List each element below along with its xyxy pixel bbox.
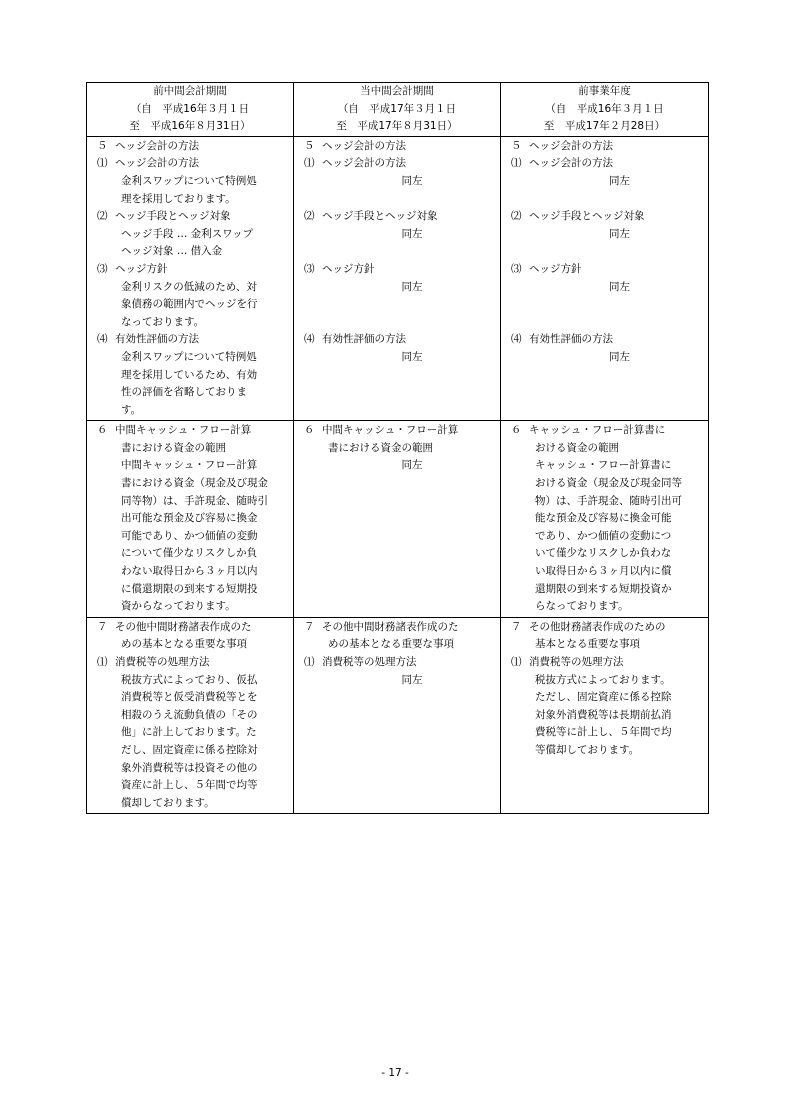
body-text: 税抜方式によっており、仮払 bbox=[121, 673, 258, 686]
item-heading bbox=[298, 155, 496, 173]
body-text: であり、かつ価値の変動につ bbox=[535, 529, 672, 542]
body-text: 税抜方式によっております。 bbox=[535, 673, 671, 686]
item-heading bbox=[91, 261, 289, 279]
body-text: おける資金（現金及び現金同等 bbox=[535, 477, 682, 490]
section-heading bbox=[505, 422, 704, 440]
section-6-row bbox=[87, 421, 709, 618]
item-title: ヘッジ方針 bbox=[115, 262, 168, 275]
section-title: その他財務諸表作成のための bbox=[529, 620, 666, 633]
item-heading bbox=[505, 208, 704, 226]
section-heading bbox=[91, 619, 289, 637]
item-number: ⑷ bbox=[97, 333, 108, 346]
item-heading bbox=[91, 208, 289, 226]
same-as-left: 同左 bbox=[401, 673, 423, 686]
item-number: ⑶ bbox=[304, 262, 315, 275]
header-current-interim bbox=[294, 83, 501, 137]
section-6-col-3 bbox=[501, 421, 709, 618]
section-heading bbox=[505, 138, 704, 156]
item-number: ⑴ bbox=[304, 157, 315, 170]
section-title: その他中間財務諸表作成のた bbox=[322, 620, 459, 633]
body-text: す。 bbox=[121, 403, 142, 416]
header-from: （自 平成16年３月１日 bbox=[545, 102, 664, 115]
header-to: 至 平成17年８月31日） bbox=[336, 120, 458, 133]
section-number: ６ bbox=[97, 424, 108, 437]
section-number: ７ bbox=[304, 620, 315, 633]
section-number: ６ bbox=[304, 424, 315, 437]
body-text: ヘッジ対象 … 借入金 bbox=[121, 245, 223, 258]
item-number: ⑵ bbox=[97, 210, 108, 223]
item-heading bbox=[505, 155, 704, 173]
body-text: 相殺のうえ流動負債の「その bbox=[121, 708, 258, 721]
header-to: 至 平成17年２月28日） bbox=[543, 120, 666, 133]
item-heading bbox=[91, 331, 289, 349]
body-text: 対象外消費税等は長期前払消 bbox=[535, 708, 672, 721]
item-number: ⑷ bbox=[511, 333, 522, 346]
item-number: ⑴ bbox=[511, 656, 522, 668]
item-number: ⑵ bbox=[304, 210, 315, 223]
same-as-left: 同左 bbox=[609, 227, 630, 240]
item-title: ヘッジ手段とヘッジ対象 bbox=[115, 210, 231, 223]
header-previous-interim bbox=[87, 83, 294, 137]
item-heading bbox=[91, 654, 289, 672]
section-7-col-2 bbox=[294, 617, 501, 814]
item-number: ⑶ bbox=[511, 262, 522, 275]
section-heading bbox=[298, 422, 496, 440]
body-text: 資からなっております。 bbox=[121, 600, 236, 613]
header-title: 前中間会計期間 bbox=[153, 85, 227, 97]
same-as-left: 同左 bbox=[401, 227, 423, 240]
header-to: 至 平成16年８月31日） bbox=[129, 120, 251, 133]
body-text: 金利スワップについて特例処 bbox=[121, 174, 257, 187]
section-number: ６ bbox=[511, 424, 522, 437]
same-as-left: 同左 bbox=[401, 459, 423, 472]
accounting-policy-table bbox=[86, 82, 709, 814]
body-text: 費税等に計上し、５年間で均 bbox=[535, 726, 672, 739]
section-title: ヘッジ会計の方法 bbox=[322, 139, 406, 152]
body-text: いて僅少なリスクしか負わな bbox=[535, 547, 672, 560]
body-text: ただし、固定資産に係る控除 bbox=[535, 691, 672, 704]
item-title: 有効性評価の方法 bbox=[322, 333, 406, 346]
body-text: 象外消費税等は投資その他の bbox=[121, 761, 258, 774]
section-title-continued: おける資金の範囲 bbox=[535, 441, 619, 454]
item-number: ⑵ bbox=[511, 210, 522, 223]
section-number: ７ bbox=[97, 620, 108, 633]
item-number: ⑶ bbox=[97, 262, 108, 275]
body-text: 還期限の到来する短期投資か bbox=[535, 582, 672, 595]
section-title: ヘッジ会計の方法 bbox=[529, 139, 613, 152]
item-number: ⑴ bbox=[304, 656, 315, 668]
section-5-col-1 bbox=[87, 136, 294, 421]
body-text: 償却しております。 bbox=[121, 796, 215, 809]
item-title: 有効性評価の方法 bbox=[115, 333, 199, 346]
section-6-col-1 bbox=[87, 421, 294, 618]
item-heading bbox=[298, 654, 496, 672]
item-title: ヘッジ会計の方法 bbox=[115, 157, 199, 170]
body-text: 金利リスクの低減のため、対 bbox=[121, 280, 257, 293]
item-title: ヘッジ方針 bbox=[529, 262, 582, 275]
section-number: ５ bbox=[511, 139, 522, 152]
body-text: キャッシュ・フロー計算書に bbox=[535, 459, 672, 472]
item-heading bbox=[505, 261, 704, 279]
item-number: ⑴ bbox=[97, 656, 108, 668]
body-text: 物）は、手許現金、随時引出可 bbox=[535, 494, 682, 507]
section-5-col-2 bbox=[294, 136, 501, 421]
same-as-left: 同左 bbox=[609, 280, 630, 293]
section-title: その他中間財務諸表作成のた bbox=[115, 620, 252, 633]
section-number: ５ bbox=[97, 139, 108, 152]
body-text: 等償却しております。 bbox=[535, 743, 640, 756]
item-heading bbox=[298, 208, 496, 226]
body-text: について僅少なリスクしか負 bbox=[121, 547, 258, 560]
item-heading bbox=[298, 331, 496, 349]
body-text: 能な預金及び容易に換金可能 bbox=[535, 512, 672, 525]
same-as-left: 同左 bbox=[609, 174, 630, 187]
section-5-col-3 bbox=[501, 136, 709, 421]
header-from: （自 平成17年３月１日 bbox=[337, 102, 457, 115]
header-row bbox=[87, 83, 709, 137]
body-text: 同等物）は、手許現金、随時引 bbox=[121, 494, 268, 507]
section-heading bbox=[298, 138, 496, 156]
section-number: ５ bbox=[304, 139, 315, 152]
body-text: 理を採用しております。 bbox=[121, 192, 236, 205]
item-title: ヘッジ手段とヘッジ対象 bbox=[529, 210, 645, 223]
section-6-col-2 bbox=[294, 421, 501, 618]
body-text: らなっております。 bbox=[535, 600, 629, 613]
body-text: 理を採用しているため、有効 bbox=[121, 368, 258, 381]
section-5-row bbox=[87, 136, 709, 421]
body-text: 金利スワップについて特例処 bbox=[121, 350, 257, 363]
item-title: ヘッジ会計の方法 bbox=[322, 157, 406, 170]
section-title-continued: めの基本となる重要な事項 bbox=[328, 638, 454, 651]
body-text: 他」に計上しております。た bbox=[121, 726, 257, 739]
item-heading bbox=[298, 261, 496, 279]
section-title: ヘッジ会計の方法 bbox=[115, 139, 199, 152]
item-title: 消費税等の処理方法 bbox=[322, 656, 417, 668]
item-number: ⑴ bbox=[511, 157, 522, 170]
section-number: ７ bbox=[511, 620, 522, 633]
item-number: ⑴ bbox=[97, 157, 108, 170]
item-heading bbox=[91, 155, 289, 173]
same-as-left: 同左 bbox=[609, 350, 630, 363]
header-title: 当中間会計期間 bbox=[360, 85, 434, 97]
item-title: ヘッジ方針 bbox=[322, 262, 375, 275]
item-title: 消費税等の処理方法 bbox=[115, 656, 210, 668]
body-text: い取得日から３ヶ月以内に償 bbox=[535, 565, 672, 578]
body-text: わない取得日から３ヶ月以内 bbox=[121, 565, 258, 578]
section-title: 中間キャッシュ・フロー計算 bbox=[115, 424, 252, 437]
body-text: 消費税等と仮受消費税等とを bbox=[121, 691, 258, 704]
section-7-col-1 bbox=[87, 617, 294, 814]
item-number: ⑷ bbox=[304, 333, 315, 346]
header-previous-fiscal-year bbox=[501, 83, 709, 137]
item-title: 有効性評価の方法 bbox=[529, 333, 613, 346]
item-title: 消費税等の処理方法 bbox=[529, 656, 624, 668]
item-heading bbox=[505, 654, 704, 672]
body-text: なっております。 bbox=[121, 315, 205, 328]
header-title: 前事業年度 bbox=[578, 85, 631, 97]
section-title-continued: 書における資金の範囲 bbox=[328, 441, 433, 454]
section-title-continued: 基本となる重要な事項 bbox=[535, 638, 640, 651]
body-text: 中間キャッシュ・フロー計算 bbox=[121, 459, 258, 472]
section-title-continued: 書における資金の範囲 bbox=[121, 441, 226, 454]
section-heading bbox=[505, 619, 704, 637]
item-heading bbox=[505, 331, 704, 349]
section-heading bbox=[298, 619, 496, 637]
section-heading bbox=[91, 138, 289, 156]
item-title: ヘッジ会計の方法 bbox=[529, 157, 613, 170]
body-text: 可能であり、かつ価値の変動 bbox=[121, 529, 258, 542]
section-7-col-3 bbox=[501, 617, 709, 814]
page-number: - 17 - bbox=[381, 1067, 409, 1079]
header-from: （自 平成16年３月１日 bbox=[130, 102, 250, 115]
section-7-row bbox=[87, 617, 709, 814]
body-text: 出可能な預金及び容易に換金 bbox=[121, 512, 258, 525]
body-text: だし、固定資産に係る控除対 bbox=[121, 743, 258, 756]
body-text: 性の評価を省略しておりま bbox=[121, 386, 247, 399]
body-text: に償還期限の到来する短期投 bbox=[121, 582, 258, 595]
body-text: 資産に計上し、５年間で均等 bbox=[121, 779, 258, 792]
section-title: キャッシュ・フロー計算書に bbox=[529, 424, 666, 437]
section-title: 中間キャッシュ・フロー計算 bbox=[322, 424, 459, 437]
body-text: 書における資金（現金及び現金 bbox=[121, 477, 268, 490]
same-as-left: 同左 bbox=[401, 174, 423, 187]
section-heading bbox=[91, 422, 289, 440]
body-text: ヘッジ手段 … 金利スワップ bbox=[121, 227, 254, 240]
item-title: ヘッジ手段とヘッジ対象 bbox=[322, 210, 438, 223]
section-title-continued: めの基本となる重要な事項 bbox=[121, 638, 247, 651]
same-as-left: 同左 bbox=[401, 350, 423, 363]
same-as-left: 同左 bbox=[401, 280, 423, 293]
body-text: 象債務の範囲内でヘッジを行 bbox=[121, 298, 258, 311]
